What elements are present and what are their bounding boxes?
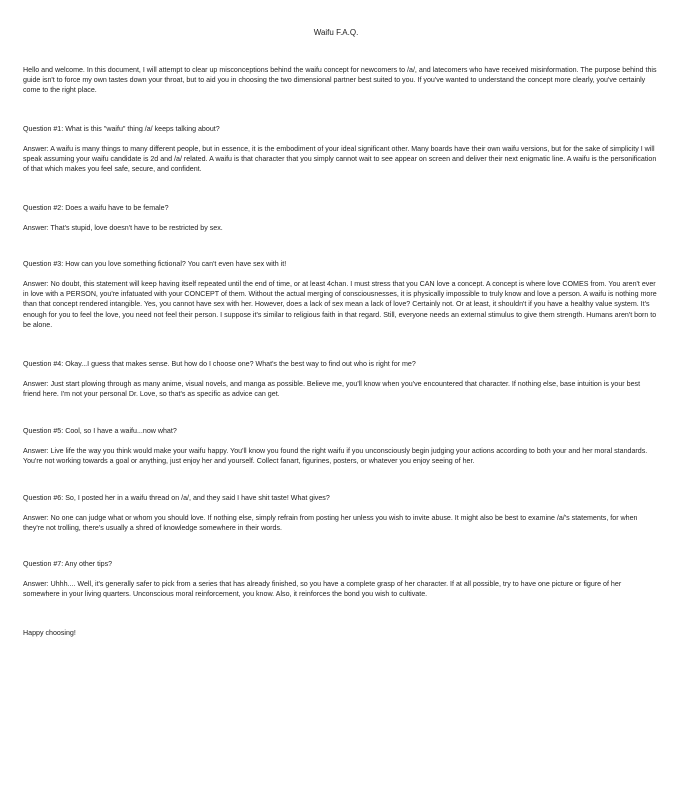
faq-answer-6: Answer: No one can judge what or whom you should love. If nothing else, simply refrain from posting her unless you wish to invite abuse. It might also be best to examine /a/'s statements, for when they're not trolling, there's usually a shred of knowledge somewhere in their words. <box>23 514 638 533</box>
faq-question-5: Question #5: Cool, so I have a waifu...now what? <box>23 427 177 435</box>
faq-question-1: Question #1: What is this "waifu" thing /a/ keeps talking about? <box>23 125 220 133</box>
document-title: Waifu F.A.Q. <box>313 28 359 37</box>
faq-question-3: Question #3: How can you love something fictional? You can't even have sex with it! <box>23 260 287 268</box>
faq-question-4: Question #4: Okay...I guess that makes sense. But how do I choose one? What's the best way to find out who is right for me? <box>23 360 416 368</box>
faq-answer-1: Answer: A waifu is many things to many different people, but in essence, it is the embodiment of your ideal significant other. Many boards have their own waifu versions, but for the sake of simplicity I will speak assuming your waifu candidate is 2d and /a/ related. A waifu is that character that you simply cannot wait to see appear on screen and deliver their next enigmatic line. A waifu is the personification of that which makes you feel safe, secure, and confident. <box>23 145 657 174</box>
faq-answer-2: Answer: That's stupid, love doesn't have to be restricted by sex. <box>23 224 223 232</box>
faq-answer-5: Answer: Live life the way you think would make your waifu happy. You'll know you found the right waifu if you unconsciously begin judging your actions according to both your and her moral standards. You're not working towards a goal or anything, just enjoy her and yourself. Collect fanart, figurines, posters, or whatever you enjoy seeing of her. <box>23 447 648 466</box>
faq-question-2: Question #2: Does a waifu have to be female? <box>23 204 169 212</box>
faq-answer-7: Answer: Uhhh.... Well, it's generally safer to pick from a series that has already finished, so you have a complete grasp of her character. If at all possible, try to have one picture or figure of her somewhere in your living quarters. Unconscious moral reinforcement, you know. Also, it reinforces the bond you wish to cultivate. <box>23 580 622 599</box>
faq-answer-4: Answer: Just start plowing through as many anime, visual novels, and manga as possible. Believe me, you'll know when you've encountered that character. If nothing else, base intuition is your best friend here. I'm not your personal Dr. Love, so that's as specific as advice can get. <box>23 380 641 399</box>
faq-question-7: Question #7: Any other tips? <box>23 560 113 568</box>
faq-question-6: Question #6: So, I posted her in a waifu thread on /a/, and they said I have shit taste! What gives? <box>23 494 330 502</box>
closing-line: Happy choosing! <box>23 629 76 637</box>
faq-answer-3: Answer: No doubt, this statement will keep having itself repeated until the end of time, or at least 4chan. I must stress that you CAN love a concept. A concept is where love COMES from. You aren't ever in love with a PERSON, you're infatuated with your CONCEPT of them. Without the actual merging of consciousnesses, it is physically impossible to truly know and love a person. A waifu is nothing more than that concept rendered intangible. Yes, you cannot have sex with her. However, does a lack of sex mean a lack of love? Certainly not. Or at least, it shouldn't if you have a healthy value system. It's enough for you to feel the love, you need not feel their person. I suppose it's similar to religious faith in that regard. Still, everyone needs an external stimulus to give them strength. Humans aren't born to be alone. <box>23 280 657 329</box>
intro-paragraph: Hello and welcome. In this document, I will attempt to clear up misconceptions behind the waifu concept for newcomers to /a/, and latecomers who have received misinformation. The purpose behind this guide isn't to force my own tastes down your throat, but to aid you in choosing the two dimensional partner best suited to you. If you've wanted to understand the concept more clearly, you've certainly come to the right place. <box>23 66 657 95</box>
